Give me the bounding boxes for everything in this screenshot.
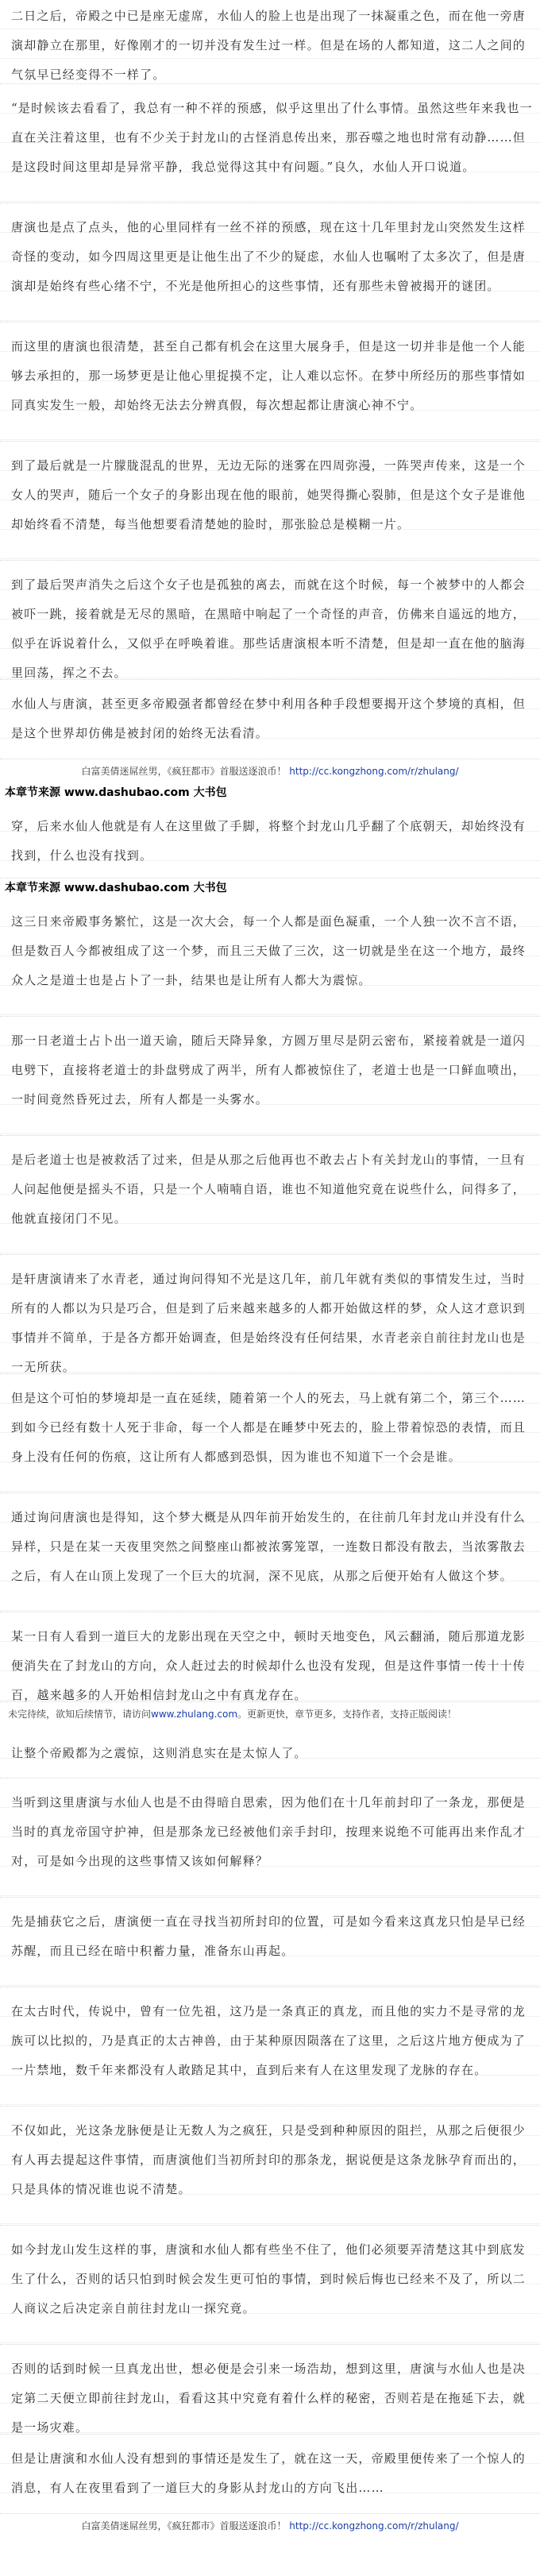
source-brand: 大书包 [193, 786, 227, 799]
chapter-paragraph: 二日之后，帝殿之中已是座无虚席，水仙人的脸上也是出现了一抹凝重之色，而在他一旁唐演却静立在那里，好像刚才的一切并没有发生过一样。但是在场的人都知道，这二人之间的气氛早已经变得不一样了。 [0, 0, 540, 84]
promo-link[interactable]: http://cc.kongzhong.com/r/zhulang/ [289, 766, 459, 777]
chapter-source-line [0, 879, 540, 898]
chapter-paragraph: 唐演也是点了点头，他的心里同样有一丝不祥的预感，现在这十几年里封龙山突然发生这样奇怪的变动，如今四周这里更是让他生出了不少的疑虑，水仙人也嘱咐了太多次了，但是唐演却是始终有些心绪不宁，不光是他所担心的这些事情，还有那些未曾被揭开的谜团。 [0, 203, 540, 322]
chapter-paragraph: 通过询问唐演也是得知，这个梦大概是从四年前开始发生的，在往前几年封龙山并没有什么异样，只是在某一天夜里突然之间整座山都被浓雾笼罩，一连数日都没有散去，当浓雾散去之后，有人在山顶上发现了一个巨大的坑洞，深不见底，从那之后便开始有人做这个梦。 [0, 1493, 540, 1612]
chapter-paragraph: 那一日老道士占卜出一道天谕，随后天降异象，方圆万里尽是阴云密布，紧接着就是一道闪电劈下，直接将老道士的卦盘劈成了两半，所有人都被惊住了，老道士也是一口鲜血喷出，一时间竟然昏死过去，所有人都是一头雾水。 [0, 1017, 540, 1136]
chapter-paragraph: 这三日来帝殿事务繁忙，这是一次大会，每一个人都是面色凝重，一个人独一次不言不语，但是数百人今都被组成了这一个梦，而且三天做了三次，这一切就是坐在这一个地方，最终众人之是道士也是占卜了一卦，结果也是让所有人都大为震惊。 [0, 898, 540, 1017]
notice-text: 未完待续，欲知后续情节，请访问 [8, 1709, 152, 1720]
chapter-paragraph: 但是这个可怕的梦境却是一直在延续，随着第一个人的死去，马上就有第二个，第三个……到如今已经有数十人死于非命，每一个人都是在睡梦中死去的，脸上带着惊恐的表情，而且身上没有任何的伤痕，这让所有人都感到恐惧，因为谁也不知道下一个会是谁。 [0, 1374, 540, 1493]
source-label: 本章节来源 [5, 786, 60, 799]
promo-link[interactable]: http://cc.kongzhong.com/r/zhulang/ [289, 2520, 459, 2532]
chapter-paragraph: 否则的话到时候一旦真龙出世，想必便是会引来一场浩劫，想到这里，唐演与水仙人也是决定第二天便立即前往封龙山，看看这其中究竟有着什么样的秘密，否则若是在拖延下去，就是一场灾难。 [0, 2345, 540, 2435]
chapter-paragraph: 水仙人与唐演，甚至更多帝殿强者都曾经在梦中利用各种手段想要揭开这个梦境的真相，但是这个世界却仿佛是被封闭的始终无法看清。 [0, 680, 540, 759]
chapter-paragraph: 到了最后就是一片朦胧混乱的世界，无边无际的迷雾在四周弥漫，一阵哭声传来，这是一个女人的哭声，随后一个女子的身影出现在他的眼前，她哭得撕心裂肺，但是这个女子是谁他却始终看不清楚，每当他想要看清楚她的脸时，那张脸总是模糊一片。 [0, 442, 540, 561]
chapter-paragraph: 让整个帝殿都为之震惊，这则消息实在是太惊人了。 [0, 1729, 540, 1778]
chapter-source-line [0, 783, 540, 802]
notice-site-link[interactable]: www.zhulang.com [151, 1709, 238, 1720]
chapter-paragraph: 是后老道士也是被救活了过来，但是从那之后他再也不敢去占卜有关封龙山的事情，一旦有人问起他便是摇头不语，只是一个人喃喃自语，谁也不知道他究竟在说些什么，问得多了，他就直接闭门不见。 [0, 1136, 540, 1255]
chapter-paragraph: 当听到这里唐演与水仙人也是不由得暗自思索，因为他们在十几年前封印了一条龙，那便是当时的真龙帝国守护神，但是那条龙已经被他们亲手封印，按理来说绝不可能再出来作乱才对，可是如今出现的这些事情又该如何解释？ [0, 1778, 540, 1898]
promo-text: 白富美倩迷屌丝男，《疯狂都市》首服送逐浪币！ [81, 766, 287, 777]
chapter-paragraph: 到了最后哭声消失之后这个女子也是孤独的离去，而就在这个时候，每一个被梦中的人都会被吓一跳，接着就是无尽的黑暗，在黑暗中响起了一个奇怪的声音，仿佛来自遥远的地方，似乎在诉说着什么，又似乎在呼唤着谁。那些话唐演根本听不清楚，但是却一直在他的脑海里回荡，挥之不去。 [0, 561, 540, 680]
chapter-paragraph: 而这里的唐演也很清楚，甚至自己都有机会在这里大展身手，但是这一切并非是他一个人能够去承担的，那一场梦更是让他心里捉摸不定，让人难以忘怀。在梦中所经历的那些事情如同真实发生一般，却始终无法去分辨真假，每次想起都让唐演心神不宁。 [0, 322, 540, 442]
notice-suffix: 。更新更快，章节更多，支持作者，支持正版阅读！ [237, 1709, 457, 1720]
continue-notice [0, 1702, 540, 1729]
chapter-paragraph: 如今封龙山发生这样的事，唐演和水仙人都有些坐不住了，他们必须要弄清楚这其中到底发生了什么，否则的话只怕到时候会发生更可怕的事情，到时候后悔也已经来不及了，所以二人商议之后决定亲自前往封龙山一探究竟。 [0, 2226, 540, 2345]
chapter-paragraph: 不仅如此，光这条龙脉便是让无数人为之疯狂，只是受到种种原因的阻拦，从那之后便很少有人再去提起这件事情，而唐演他们当初所封印的那条龙，据说便是这条龙脉孕育而出的，只是具体的情况谁也说不清楚。 [0, 2107, 540, 2226]
chapter-paragraph: “是时候该去看看了，我总有一种不祥的预感，似乎这里出了什么事情。虽然这些年来我也一直在关注着这里，也有不少关于封龙山的古怪消息传出来，那吞噬之地也时常有动静……但是这段时间这里却是异常平静，我总觉得这其中有问题。”良久，水仙人开口说道。 [0, 84, 540, 203]
chapter-paragraph: 是轩唐演请来了水青老，通过询问得知不光是这几年，前几年就有类似的事情发生过，当时所有的人都以为只是巧合，但是到了后来越来越多的人都开始做这样的梦，众人这才意识到事情并不简单，于是各方都开始调查，但是始终没有任何结果，水青老亲自前往封龙山也是一无所获。 [0, 1255, 540, 1374]
source-site: www.dashubao.com [64, 882, 190, 894]
chapter-paragraph: 但是让唐演和水仙人没有想到的事情还是发生了，就在这一天，帝殿里便传来了一个惊人的消息，有人在夜里看到了一道巨大的身影从封龙山的方向飞出…… [0, 2435, 540, 2514]
promo-text: 白富美倩迷屌丝男，《疯狂都市》首服送逐浪币！ [81, 2520, 287, 2532]
chapter-paragraph: 先是捕获它之后，唐演便一直在寻找当初所封印的位置，可是如今看来这真龙只怕是早已经苏醒，而且已经在暗中积蓄力量，准备东山再起。 [0, 1898, 540, 1987]
chapter-paragraph: 某一日有人看到一道巨大的龙影出现在天空之中，顿时天地变色，风云翻涌，随后那道龙影便消失在了封龙山的方向，众人赶过去的时候却什么也没有发现，但是这件事情一传十十传百，越来越多的人开始相信封龙山之中有真龙存在。 [0, 1612, 540, 1702]
promo-banner-bottom [0, 2514, 540, 2538]
promo-banner [0, 759, 540, 783]
source-site: www.dashubao.com [64, 786, 190, 799]
chapter-paragraph-fragment: 穿，后来水仙人他就是有人在这里做了手脚，将整个封龙山几乎翻了个底朝天，却始终没有找到，什么也没有找到。 [0, 802, 540, 879]
chapter-paragraph: 在太古时代，传说中，曾有一位先祖，这乃是一条真正的真龙，而且他的实力不是寻常的龙族可以比拟的，乃是真正的太古神兽，由于某种原因陨落在了这里，之后这片地方便成为了一片禁地，数千年来都没有人敢踏足其中，直到后来有人在这里发现了龙脉的存在。 [0, 1987, 540, 2107]
source-brand: 大书包 [193, 882, 227, 894]
source-label: 本章节来源 [5, 882, 60, 894]
